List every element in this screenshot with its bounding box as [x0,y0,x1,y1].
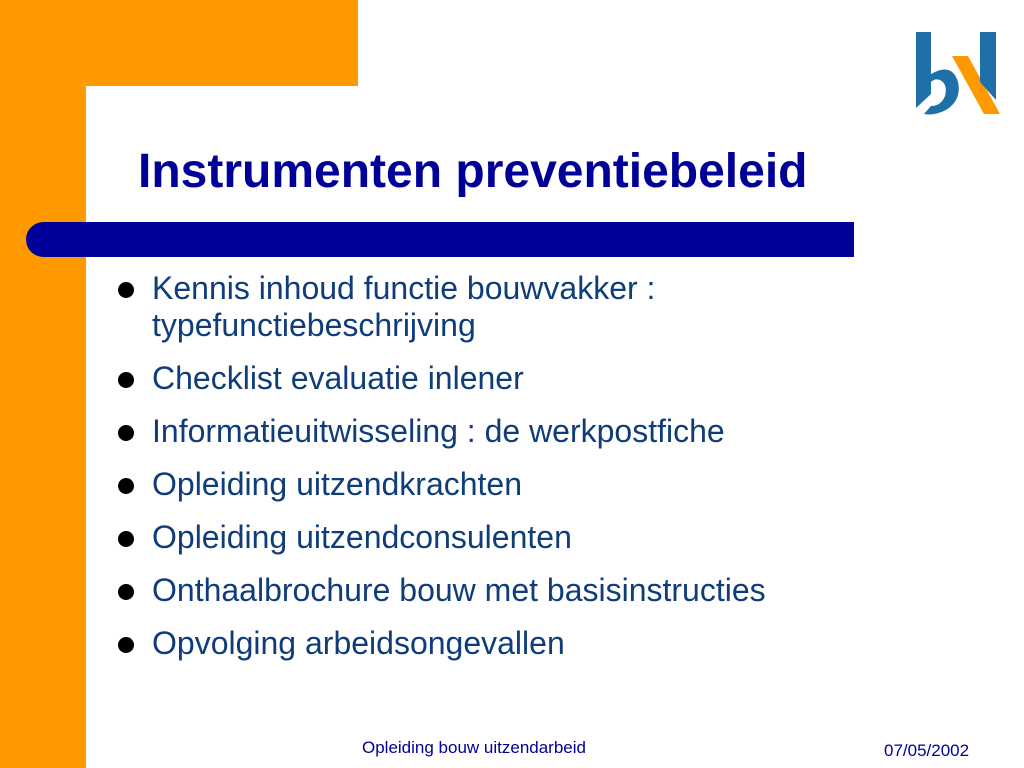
footer-date: 07/05/2002 [884,741,970,760]
list-item [114,360,974,397]
bullet-icon [118,425,134,441]
footer-text: Opleiding bouw uitzendarbeid [362,738,586,757]
bullet-text: Opleiding uitzendconsulenten [152,519,572,555]
bi-logo-icon [908,28,1004,118]
slide-title: Instrumenten preventiebeleid [138,145,808,198]
bullet-icon [118,372,134,388]
title-rule-bar [26,222,854,257]
bullet-text: Opvolging arbeidsongevallen [152,625,565,661]
list-item [114,625,974,662]
bullet-icon [118,584,134,600]
list-item [114,270,974,344]
bullet-icon [118,531,134,547]
bullet-text: Informatieuitwisseling : de werkpostfiche [152,413,725,449]
bullet-text: Kennis inhoud functie bouwvakker : typefunctiebeschrijving [152,270,656,343]
bullet-icon [118,478,134,494]
bullet-text: Checklist evaluatie inlener [152,360,524,396]
bullet-text: Onthaalbrochure bouw met basisinstructies [152,572,766,608]
orange-sidebar [0,0,86,768]
bullet-icon [118,282,134,298]
bullet-text: Opleiding uitzendkrachten [152,466,523,502]
list-item [114,466,974,503]
list-item [114,572,974,609]
list-item [114,519,974,556]
bullet-icon [118,637,134,653]
bullet-list [114,270,974,678]
list-item [114,413,974,450]
orange-top-band [0,0,358,86]
